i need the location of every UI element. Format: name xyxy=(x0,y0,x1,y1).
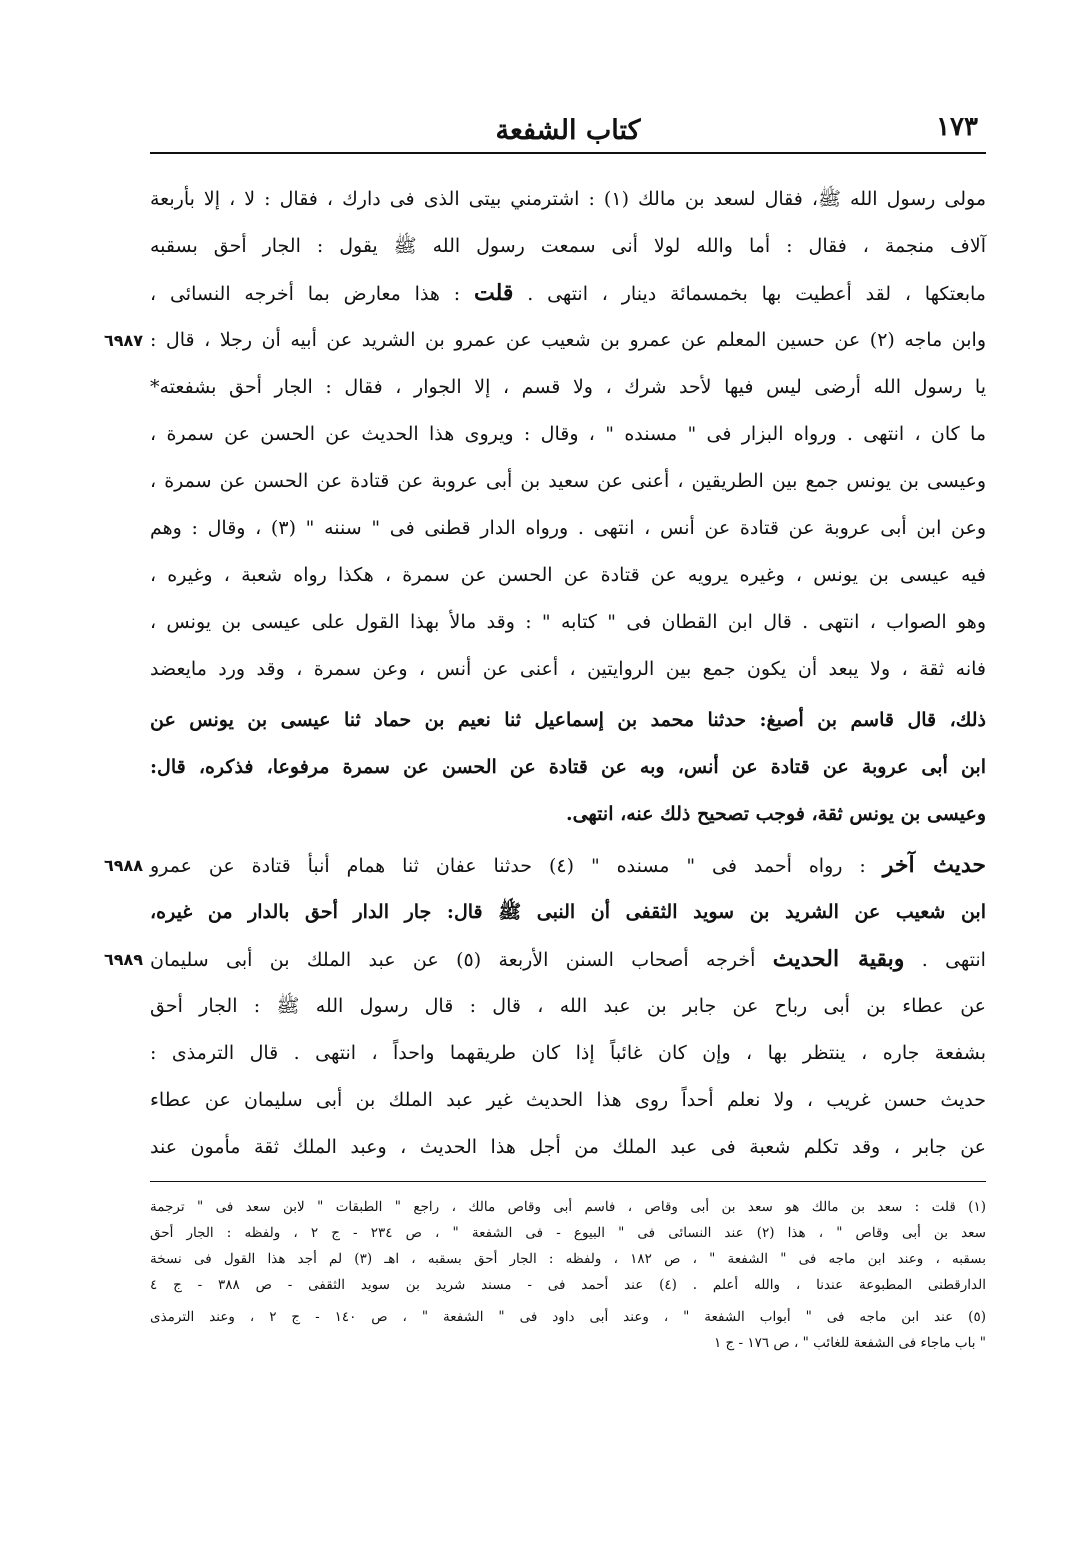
footnote-line: " باب ماجاء فى الشفعة للغائب " ، ص ١٧٦ - ج ١ xyxy=(713,1335,986,1351)
text-run: وابن ماجه (٢) عن حسين المعلم عن عمرو بن شعيب عن عمرو بن الشريد عن أبيه أن رجلا ، قال : xyxy=(150,329,986,351)
footnote-separator xyxy=(150,1181,986,1182)
footnote-line: (١) قلت : سعد بن مالك هو سعد بن أبى وقاص ، فاسم أبى وقاص مالك ، راجع " الطبقات " لابن سعد فى " ترجمة xyxy=(150,1199,986,1215)
footnote-line: سعد بن أبى وقاص " ، هذا (٢) عند النسائى فى " البيوع - فى الشفعة " ، ص ٢٣٤ - ج ٢ ، ولفظه : الجار أحق xyxy=(150,1225,986,1241)
text-run: انتهى . xyxy=(921,949,986,971)
hadith-number: ٦٩٨٧ xyxy=(104,331,144,350)
text-line: عن جابر ، وقد تكلم شعبة فى عبد الملك من أجل هذا الحديث ، وعبد الملك ثقة مأمون عند xyxy=(150,1136,986,1158)
text-line: يا رسول الله أرضى ليس فيها لأحد شرك ، ولا قسم ، إلا الجوار ، فقال : الجار أحق بشفعته* xyxy=(150,376,986,398)
text-line: وعيسى بن يونس جمع بين الطريقين ، أعنى عن سعيد بن أبى عروبة عن قتادة عن الحسن عن سمرة ، xyxy=(150,470,986,492)
footnote-line: (٥) عند ابن ماجه فى " أبواب الشفعة " ، وعند أبى داود فى " الشفعة " ، ص ١٤٠ - ج ٢ ، وعند الترمذى xyxy=(150,1309,986,1325)
text-line xyxy=(104,317,986,364)
text-line: فيه عيسى بن يونس ، وغيره يرويه عن قتادة عن الحسن عن سمرة ، هكذا رواه شعبة ، وغيره ، xyxy=(150,564,986,586)
text-line: آلاف منجمة ، فقال : أما والله لولا أنى سمعت رسول الله ﷺ يقول : الجار أحق بسقبه xyxy=(150,235,986,257)
heading-qult: قلت xyxy=(474,280,514,306)
text-line xyxy=(150,270,986,317)
text-line xyxy=(104,842,987,889)
book-page xyxy=(104,108,987,1511)
chapter-title: كتاب الشفعة xyxy=(495,114,641,146)
heading-hadith-akhar: حديث آخر xyxy=(882,852,987,878)
text-line xyxy=(104,936,986,983)
footnotes xyxy=(150,1194,986,1356)
text-line: وعيسى بن يونس ثقة، فوجب تصحيح ذلك عنه، انتهى. xyxy=(565,803,986,825)
text-line: ابن شعيب عن الشريد بن سويد الثقفى أن النبى ﷺ قال: جار الدار أحق بالدار من غيره، xyxy=(150,901,986,923)
text-line: بشفعة جاره ، ينتظر بها ، وإن كان غائباً إذا كان طريقهما واحداً ، انتهى . قال الترمذى : xyxy=(150,1042,986,1064)
text-line: ابن أبى عروبة عن قتادة عن أنس، وبه عن قتادة عن الحسن عن سمرة مرفوعا، فذكره، قال: xyxy=(150,756,986,778)
page-number: ١٧٣ xyxy=(936,112,978,142)
footnote-line: الدارقطنى المطبوعة عندنا ، والله أعلم . (٤) عند أحمد فى - مسند شريد بن سويد الثقفى - ص ٣٨٨ - ج ٤ xyxy=(150,1277,986,1293)
text-line: عن عطاء بن أبى رباح عن جابر بن عبد الله ، قال : قال رسول الله ﷺ : الجار أحق xyxy=(150,995,986,1017)
text-line: مولى رسول الله ﷺ، فقال لسعد بن مالك (١) : اشترمني بيتى الذى فى دارك ، فقال : لا ، إلا بأربعة xyxy=(150,188,986,210)
hadith-number: ٦٩٨٨ xyxy=(104,856,144,875)
footnote-line: بسقبه ، وعند ابن ماجه فى " الشفعة " ، ص ١٨٢ ، ولفظه : الجار أحق بسقبه ، اهـ (٣) لم أجد هذا القول فى نسخة xyxy=(150,1251,986,1267)
text-line: ما كان ، انتهى . ورواه البزار فى " مسنده " ، وقال : ويروى هذا الحديث عن الحسن عن سمرة ، xyxy=(150,423,986,445)
main-text xyxy=(104,176,987,1171)
text-line: فانه ثقة ، ولا يبعد أن يكون جمع بين الروايتين ، أعنى عن أنس ، وعن سمرة ، وقد ورد مايعضد xyxy=(150,658,986,680)
text-run: : هذا معارض بما أخرجه النسائى ، xyxy=(150,283,461,305)
text-run: مابعتكها ، لقد أعطيت بها بخمسمائة دينار ، انتهى . xyxy=(527,283,986,305)
heading-baqiyat-al-hadith: وبقية الحديث xyxy=(772,946,905,972)
text-run: أخرجه أصحاب السنن الأربعة (٥) عن عبد الملك بن أبى سليمان xyxy=(150,949,756,971)
page-header xyxy=(150,108,986,154)
hadith-number: ٦٩٨٩ xyxy=(104,950,144,969)
text-line: حديث حسن غريب ، ولا نعلم أحداً روى هذا الحديث غير عبد الملك بن أبى سليمان عن عطاء xyxy=(150,1089,986,1111)
text-run: : رواه أحمد فى " مسنده " (٤) حدثنا عفان ثنا همام أنبأ قتادة عن عمرو xyxy=(150,855,866,877)
text-line: ذلك، قال قاسم بن أصبغ: حدثنا محمد بن إسماعيل ثنا نعيم بن حماد ثنا عيسى بن يونس عن xyxy=(150,709,986,731)
text-line: وعن ابن أبى عروبة عن قتادة عن أنس ، انتهى . ورواه الدار قطنى فى " سننه " (٣) ، وقال : وهم xyxy=(150,517,987,539)
text-line: وهو الصواب ، انتهى . قال ابن القطان فى " كتابه " : وقد مالأ بهذا القول على عيسى بن يونس ، xyxy=(150,611,986,633)
